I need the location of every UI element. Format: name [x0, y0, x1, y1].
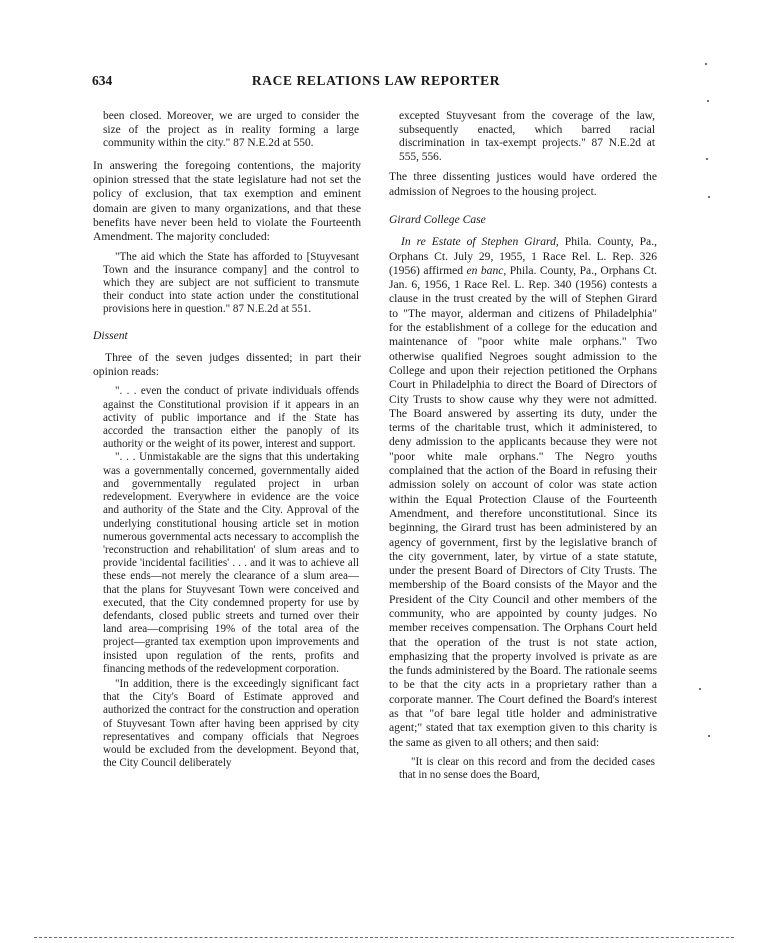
dissent-quote-2: ". . . Unmistakable are the signs that this undertaking was a governmentally concerned, governmentally aided and governmentally regulated project in urban redevelopment. Everywhere in evidence are the voice and authority of the State and the City. Approval of the underlying constitutional housing article set in motion numerous governmental acts necessary to accomplish the 'reconstruction and rehabilitation' of slum areas and to provide 'incidental facilities' . . . and it was to achieve all these ends—not merely the clearance of a slum area—that the plans for Stuyvesant Town were conceived and executed, that the City condemned property for use by defendants, closed public streets and turned over their land area—comprising 19% of the total area of the project—granted tax exemption upon improvements and insisted upon regulation of the rents, profits and financing methods of the redevelopment corporation. [103, 451, 359, 675]
quote-continuation-text: been closed. Moreover, we are urged to consider the size of the project as in reality forming a large community within the city." 87 N.E.2d at 550. [103, 110, 359, 150]
girard-body: Phila. County, Pa., Orphans Ct. Jan. 6, 1956, 1 Race Rel. L. Rep. 340 (1956) contests a clause in the trust created by the will of Stephen Girard to "The mayor, alderman and citizens of Philadelphia" for the establishment of a college for the education and maintenance of "poor white male orphans." Two otherwise qualified Negroes sought admission to the College and upon their rejection petitioned the Orphans Court in Philadelphia to direct the Board of Directors of City Trusts to show cause why they were not admitted. The Board answered by asserting its duty, under the terms of the charitable trust, which it administered, to deny admission to the applicants because they were not "poor white male orphans." The Negro youths complained that the action of the Board in refusing their admission solely on account of color was state action within the Equal Protection Clause of the Fourteenth Amendment, and therefore unconstitutional. Since its beginning, the Girard trust has been administered by an agency of government, first by the legislative branch of the city government, later, by virtue of a state statute, under the present Board of Directors of City Trusts. The membership of the Board consists of the Mayor and the President of the City Council and other members of the community, who are appointed by county judges. No member receives compensation. The Orphans Court held that the operation of the trust is not state action, emphasizing that the property involved is private as are the funds administered by the Board. The rationale seems to be that the city acts in a proprietary rather than a corporate manner. The Court defined the Board's interest as that "of bare legal title holder and administrative agent;" stated that tax exemption given to this charity is the same as given to all others; and then said: [389, 263, 657, 749]
page-number: 634 [92, 73, 113, 88]
girard-case-name: In re Estate of Stephen Girard, [401, 235, 559, 249]
girard-heading: Girard College Case [389, 212, 486, 226]
dissent-quote-3: "In addition, there is the exceedingly significant fact that the City's Board of Estimate approved and authorized the contract for the construction and operation of Stuyvesant Town after having been apprised by city representatives and company officials that Negroes would be excluded from the development. Beyond that, the City Council deliberately [103, 677, 359, 770]
quote-dissent-end-block [389, 110, 657, 164]
quote-aid-text: "The aid which the State has afforded to [Stuyvesant Town and the insurance company] and the control to which they are subject are not sufficient to transmute their conduct into state action under the constitutional provisions here in question." 87 N.E.2d at 551. [103, 250, 359, 316]
dissent-heading: Dissent [93, 328, 128, 342]
scan-speck [699, 688, 701, 690]
girard-en-banc: en banc, [466, 263, 507, 277]
quote-final-text: "It is clear on this record and from the decided cases that in no sense does the Board, [399, 755, 655, 782]
page-header [92, 73, 660, 93]
quote-dissent-end-text: excepted Stuyvesant from the coverage of the law, subsequently enacted, which barred racial discrimination in tax-exempt projects." 87 N.E.2d at 555, 556. [399, 110, 655, 163]
scan-speck [708, 735, 710, 737]
scan-speck [708, 196, 710, 198]
dissent-quote-1: ". . . even the conduct of private individuals offends against the Constitutional provision if it appears in an activity of public importance and if the State has accorded the transaction either the panoply of its authority or the weight of its power, interest and support. [103, 385, 359, 451]
quote-aid-block [93, 251, 361, 317]
bottom-scan-edge [34, 937, 734, 939]
running-title: RACE RELATIONS LAW REPORTER [251, 73, 501, 88]
scan-speck [705, 63, 707, 65]
quote-continuation [93, 110, 361, 151]
paragraph-answering: In answering the foregoing contentions, the majority opinion stressed that the state legislature had not set the policy of exclusion, that tax exemption and eminent domain are given to many organizations, and that these benefits have never been held to violate the Fourteenth Amendment. The majority concluded: [93, 158, 361, 244]
dissent-quote-block [93, 385, 361, 770]
paragraph-three-dissenting: The three dissenting justices would have ordered the admission of Negroes to the housing project. [389, 170, 657, 198]
right-column [389, 110, 657, 788]
paragraph-dissent-intro: Three of the seven judges dissented; in part their opinion reads: [93, 350, 361, 379]
quote-final-block [389, 756, 657, 782]
girard-citation-a: Phila. County, Pa., Orphans Ct. July 29, 1955, 1 Race Rel. L. Rep. 326 (1956) affirmed [389, 235, 657, 277]
scan-speck [706, 158, 708, 160]
scan-speck [707, 100, 709, 102]
paragraph-girard [389, 235, 657, 750]
left-column [93, 110, 361, 776]
